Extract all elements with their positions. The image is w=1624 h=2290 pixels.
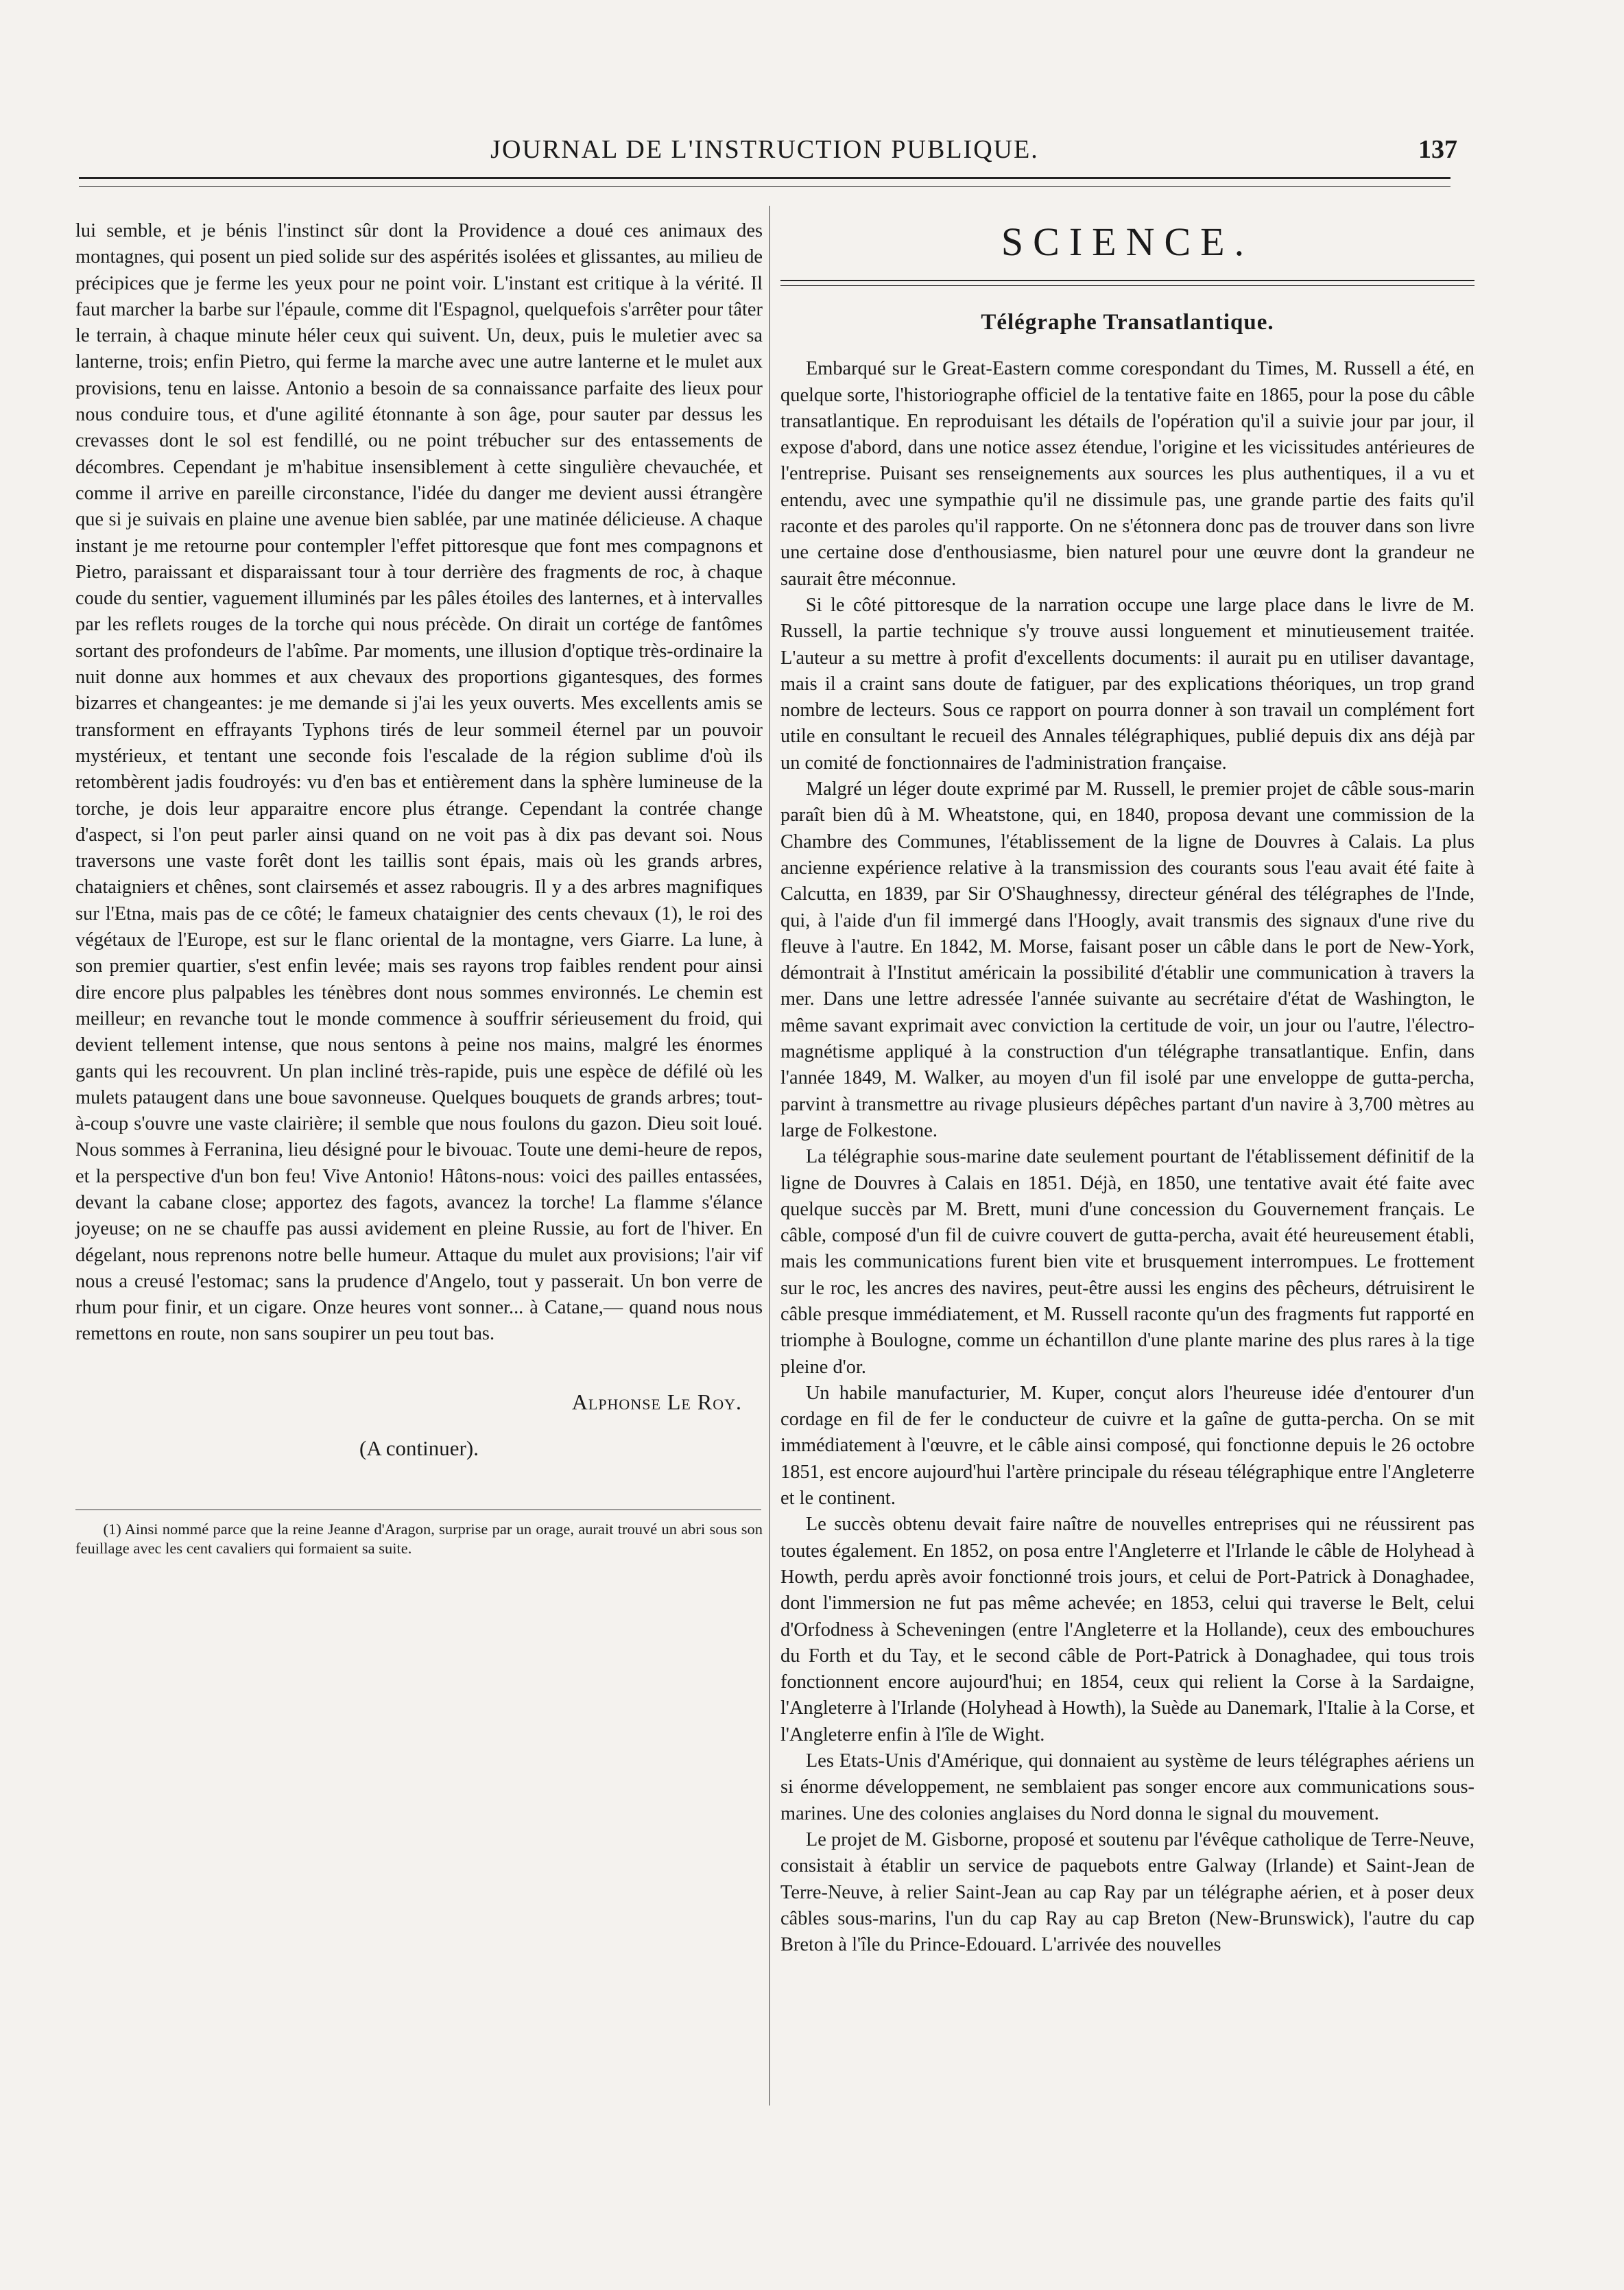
left-column bbox=[75, 218, 763, 1558]
section-title: SCIENCE. bbox=[1001, 219, 1254, 264]
article-paragraph: Si le côté pittoresque de la narration occupe une large place dans le livre de M. Russell, la partie technique s'y trouve aussi longuement et minutieusement traitée. L'auteur a su mettre à profit d'excellents documents: il aurait pu en utiliser davantage, mais il a craint sans doute de fatiguer, par des explications théoriques, un trop grand nombre de lecteurs. Sous ce rapport on pourra donner à son travail un complément fort utile en consultant le recueil des Annales télégraphiques, publié depuis dix ans déjà par un comité de fonctionnaires de l'administration française. bbox=[780, 594, 1474, 774]
running-title: JOURNAL DE L'INSTRUCTION PUBLIQUE. bbox=[490, 135, 1039, 164]
running-head bbox=[79, 134, 1457, 169]
footnote: (1) Ainsi nommé parce que la reine Jeanne d'Aragon, surprise par un orage, aurait trouvé un abri sous son feuillage avec les cent cavaliers qui formaient sa suite. bbox=[75, 1520, 763, 1558]
section-rule bbox=[780, 280, 1474, 286]
article-paragraph: Les Etats-Unis d'Amérique, qui donnaient au système de leurs télégraphes aériens un si énorme développement, ne semblaient pas songer encore aux communications sous-marines. Une des colonies anglaises du Nord donna le signal du mouvement. bbox=[780, 1750, 1474, 1824]
article-paragraph: Le projet de M. Gisborne, proposé et soutenu par l'évêque catholique de Terre-Neuve, consistait à établir un service de paquebots entre Galway (Irlande) et Saint-Jean de Terre-Neuve, à relier Saint-Jean au cap Ray par un télégraphe aérien, et à poser deux câbles sous-marins, l'un du cap Ray au cap Breton (New-Brunswick), l'autre du cap Breton à l'île du Prince-Edouard. L'arrivée des nouvelles bbox=[780, 1828, 1474, 1956]
header-rule bbox=[79, 177, 1450, 187]
author-signature: Alphonse Le Roy. bbox=[571, 1389, 742, 1414]
continuation-note: (A continuer). bbox=[359, 1436, 479, 1461]
article-paragraph: Un habile manufacturier, M. Kuper, conçut alors l'heureuse idée d'entourer d'un cordage en fil de fer le conducteur de cuivre et la gaîne de gutta-percha. On se mit immédiatement à l'œuvre, et le câble ainsi composé, qui fonctionne depuis le 26 octobre 1851, est encore aujourd'hui l'artère principale du réseau télégraphique entre l'Angleterre et le continent. bbox=[780, 1382, 1474, 1510]
story-continuation-paragraph: lui semble, et je bénis l'instinct sûr dont la Providence a doué ces animaux des montagnes, qui posent un pied solide sur des aspérités isolées et glissantes, au milieu de précipices que je ferme les yeux pour ne point voir. L'instant est critique à la vérité. Il faut marcher la barbe sur l'épaule, comme dit l'Espagnol, quelquefois s'arrêter pour tâter le terrain, à chaque minute héler ceux qui suivent. Un, deux, puis le muletier avec sa lanterne, trois; enfin Pietro, qui ferme la marche avec une autre lanterne et le mulet aux provisions, tenu en laisse. Antonio a besoin de sa connaissance parfaite des lieux pour nous conduire tous, et d'une agilité étonnante à son âge, pour sauter par dessus les crevasses dont le sol est fendillé, ou ne point trébucher sur des entassements de décombres. Cependant je m'habitue insensiblement à cette singulière chevauchée, et comme il arrive en pareille circonstance, l'idée du danger me devient aussi étrangère que si je suivais en plaine une avenue bien sablée, par une matinée délicieuse. A chaque instant je me retourne pour contempler l'effet pittoresque que font mes compagnons et Pietro, paraissant et disparaissant tour à tour derrière des fragments de roc, à chaque coude du sentier, vaguement illuminés par les pâles étoiles des lanternes, et à intervalles par les reflets rouges de la torche qui nous précède. On dirait un cortége de fantômes sortant des profondeurs de l'abîme. Par moments, une illusion d'optique très-ordinaire la nuit donne aux hommes et aux chevaux des proportions gigantesques, des formes bizarres et changeantes: je me demande si j'ai les yeux ouverts. Mes excellents amis se transforment en effrayants Typhons tirés de leur sommeil éternel par un pouvoir mystérieux, et tentant une seconde fois l'escalade de la région sublime d'où ils retombèrent jadis foudroyés: vu d'en bas et entièrement dans la sphère lumineuse de la torche, je dois leur apparaitre encore plus étrange. Cependant la contrée change d'aspect, si l'on peut parler ainsi quand on ne voit pas à dix pas devant soi. Nous traversons une vaste forêt dont les taillis sont épais, mais où les grands arbres, chataigniers et chênes, sont clairsemés et assez rabougris. Il y a des arbres magnifiques sur l'Etna, mais pas de ce côté; le fameux chataignier des cents chevaux (1), le roi des végétaux de l'Europe, est sur le flanc oriental de la montagne, vers Giarre. La lune, à son premier quartier, s'est enfin levée; mais ses rayons trop faibles rendent pour ainsi dire encore plus palpables les ténèbres dont nous sommes environnés. Le chemin est meilleur; en revanche tout le monde commence à souffrir sérieusement du froid, qui devient tellement intense, que nous sentons à peine nos mains, malgré les énormes gants qui les recouvrent. Un plan incliné très-rapide, puis une espèce de défilé où les mulets pataugent dans une boue savonneuse. Quelques bouquets de grands arbres; tout-à-coup s'ouvre une vaste clairière; il semble que nous foulons du gazon. Dieu soit loué. Nous sommes à Ferranina, lieu désigné pour le bivouac. Toute une demi-heure de repos, et la perspective d'un bon feu! Vive Antonio! Hâtons-nous: voici des pailles entassées, devant la cabane close; apportez des fagots, avancez la torche! La flamme s'élance joyeuse; on ne se chauffe pas aussi avidement en pleine Russie, au fort de l'hiver. En dégelant, nous reprenons notre belle humeur. Attaque du mulet aux provisions; l'air vif nous a creusé l'estomac; sans la prudence d'Angelo, tout y passerait. Un bon verre de rhum pour finir, et un cigare. Onze heures vont sonner... à Catane,— quand nous nous remettons en route, non sans soupirer un peu tout bas. bbox=[75, 220, 763, 1345]
right-column bbox=[780, 218, 1474, 1958]
article-title: Télégraphe Transatlantique. bbox=[981, 310, 1274, 335]
article-paragraph: Le succès obtenu devait faire naître de nouvelles entreprises qui ne réussirent pas toutes également. En 1852, on posa entre l'Angleterre et l'Irlande le câble de Holyhead à Howth, perdu après avoir fonctionné trois jours, et celui de Port-Patrick à Donaghadee, dont l'immersion ne fut pas même achevée; en 1853, celui qui traverse le Belt, celui d'Orfodness à Scheveningen (entre l'Angleterre et la Hollande), ceux des embouchures du Forth et du Tay, et le second câble de Port-Patrick à Donaghadee, qui tous trois fonctionnent encore aujourd'hui; en 1854, ceux qui relient la Corse à la Sardaigne, l'Angleterre à l'Irlande (Holyhead à Howth), la Suède au Danemark, l'Italie à la Corse, et l'Angleterre enfin à l'île de Wight. bbox=[780, 1514, 1474, 1745]
article-paragraph: Malgré un léger doute exprimé par M. Russell, le premier projet de câble sous-marin paraît bien dû à M. Wheatstone, qui, en 1840, proposa devant une commission de la Chambre des Communes, l'établissement de la ligne de Douvres à Calais. La plus ancienne expérience relative à la transmission des courants sous l'eau avait été faite à Calcutta, en 1839, par Sir O'Shaughnessy, directeur général des télégraphes de l'Inde, qui, à l'aide d'un fil immergé dans l'Hoogly, avait transmis des signaux d'une rive du fleuve à l'autre. En 1842, M. Morse, faisant poser un câble dans le port de New-York, démontrait à l'Institut américain la possibilité d'établir une communication à travers la mer. Dans une lettre adressée l'année suivante au secrétaire d'état de Washington, le même savant exprimait avec conviction la certitude de voir, un jour ou l'autre, l'électro-magnétisme appliqué à la construction d'un télégraphe transatlantique. Enfin, dans l'année 1849, M. Walker, au moyen d'un fil isolé par une enveloppe de gutta-percha, parvint à transmettre au rivage plusieurs dépêches partant d'un navire à 3,700 mètres au large de Folkestone. bbox=[780, 778, 1474, 1141]
column-divider bbox=[769, 206, 770, 2106]
article-paragraph: La télégraphie sous-marine date seulement pourtant de l'établissement définitif de la ligne de Douvres à Calais en 1851. Déjà, en 1850, une tentative avait été faite avec quelque succès par M. Brett, muni d'une concession du Gouvernement français. Le câble, composé d'un fil de cuivre couvert de gutta-percha, avait été heureusement établi, mais les communications furent bien vite et brusquement interrompues. Le frottement sur le roc, les ancres des navires, peut-être aussi les engins des pêcheurs, détruisirent le câble presque immédiatement, et M. Russell raconte qu'un des fragments fut rapporté en triomphe à Boulogne, comme un échantillon d'une plante marine des plus rares à la tige pleine d'or. bbox=[780, 1146, 1474, 1378]
article-paragraph: Embarqué sur le Great-Eastern comme corespondant du Times, M. Russell a été, en quelque sorte, l'historiographe officiel de la tentative faite en 1865, pour la pose du câble transatlantique. En reproduisant les détails de l'opération qu'il a suivie jour par jour, il expose d'abord, dans une notice assez étendue, l'origine et les vicissitudes antérieures de l'entreprise. Puisant ses renseignements aux sources les plus authentiques, il a vu et entendu, avec une sympathie qu'il ne dissimule pas, une grande partie des faits qu'il raconte et des paroles qu'il rapporte. On ne s'étonnera donc pas de trouver dans son livre une certaine dose d'enthousiasme, bien naturel pour une œuvre dont la grandeur ne saurait être méconnue. bbox=[780, 358, 1474, 590]
page-number: 137 bbox=[1418, 135, 1457, 164]
